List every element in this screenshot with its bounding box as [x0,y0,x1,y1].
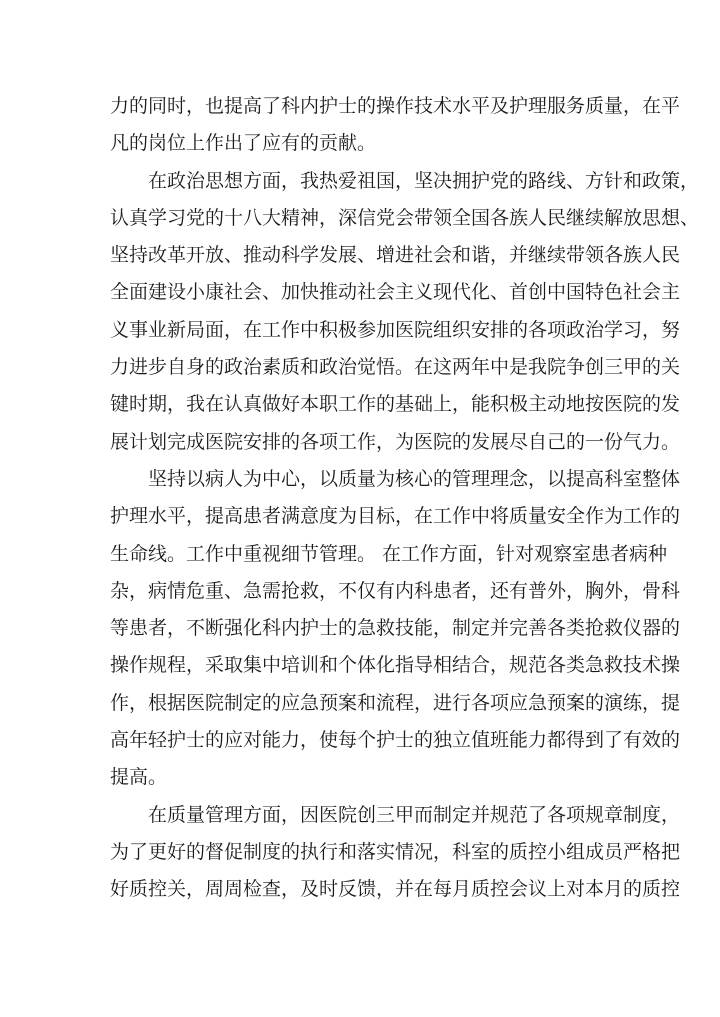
text-line: 力的同时，也提高了科内护士的操作技术水平及护理服务质量，在平 [110,95,681,117]
text-line: 为了更好的督促制度的执行和落实情况，科室的质控小组成员严格把 [110,840,681,863]
text-line: 义事业新局面，在工作中积极参加医院组织安排的各项政治学习，努 [110,318,681,341]
text-line: 作，根据医院制定的应急预案和流程，进行各项应急预案的演练，提 [110,691,681,714]
text-line: 好质控关，周周检查，及时反馈，并在每月质控会议上对本月的质控 [110,878,681,901]
text-line: 在政治思想方面，我热爱祖国，坚决拥护党的路线、方针和政策， [148,169,700,192]
body-text [110,88,700,909]
text-line: 护理水平，提高患者满意度为目标，在工作中将质量安全作为工作的 [110,505,681,528]
text-line: 力进步自身的政治素质和政治觉悟。在这两年中是我院争创三甲的关 [110,356,681,379]
text-line: 展计划完成医院安排的各项工作，为医院的发展尽自己的一份气力。 [110,430,681,453]
text-line: 提高。 [110,766,168,789]
text-line: 坚持改革开放、推动科学发展、增进社会和谐，并继续带领各族人民 [110,244,681,267]
text-line: 生命线。工作中重视细节管理。 在工作方面，针对观察室患者病种 [110,542,668,565]
text-line: 在质量管理方面，因医院创三甲而制定并规范了各项规章制度， [148,803,681,826]
text-line: 凡的岗位上作出了应有的贡献。 [110,132,377,155]
text-line: 坚持以病人为中心，以质量为核心的管理理念，以提高科室整体 [148,467,681,490]
text-line: 认真学习党的十八大精神，深信党会带领全国各族人民继续解放思想、 [110,206,700,229]
text-line: 全面建设小康社会、加快推动社会主义现代化、首创中国特色社会主 [110,281,681,304]
text-line: 操作规程，采取集中培训和个体化指导相结合，规范各类急救技术操 [110,654,681,677]
text-line: 高年轻护士的应对能力，使每个护士的独立值班能力都得到了有效的 [110,729,681,752]
text-line: 等患者，不断强化科内护士的急救技能，制定并完善各类抢救仪器的 [110,617,681,640]
text-line: 键时期，我在认真做好本职工作的基础上，能积极主动地按医院的发 [110,393,681,416]
text-line: 杂，病情危重、急需抢救，不仅有内科患者，还有普外，胸外，骨科 [110,579,681,602]
